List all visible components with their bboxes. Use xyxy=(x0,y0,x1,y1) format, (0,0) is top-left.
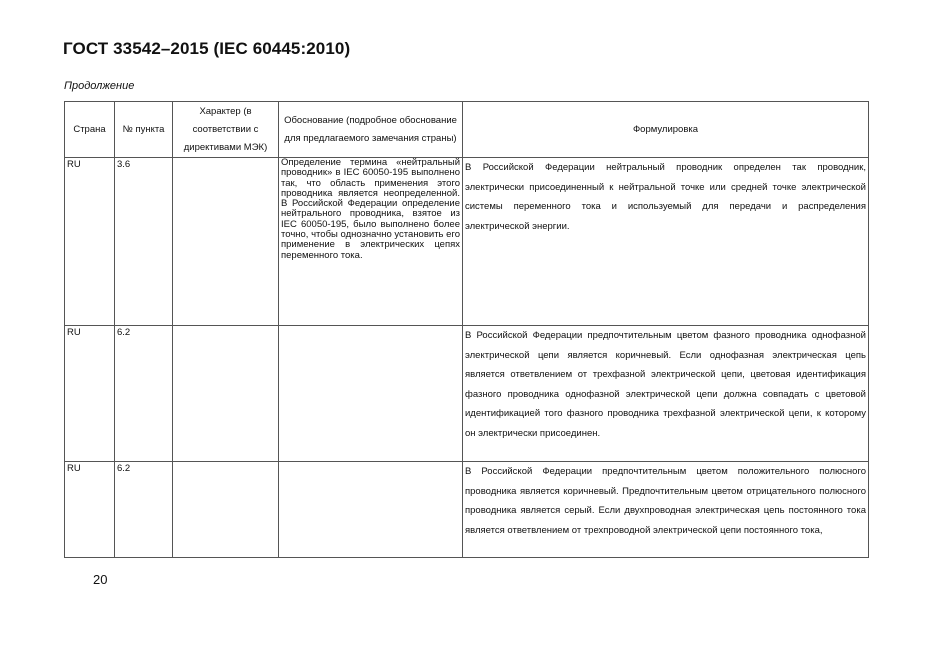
cell-justification xyxy=(279,462,463,558)
column-header-country: Страна xyxy=(65,102,115,158)
table-header-row xyxy=(65,102,869,158)
cell-character xyxy=(173,326,279,462)
cell-character xyxy=(173,158,279,326)
table-row xyxy=(65,462,869,558)
document-title: ГОСТ 33542–2015 (IEC 60445:2010) xyxy=(63,39,351,58)
cell-character xyxy=(173,462,279,558)
cell-country: RU xyxy=(65,158,115,326)
cell-justification xyxy=(279,326,463,462)
cell-clause: 3.6 xyxy=(115,158,173,326)
cell-clause: 6.2 xyxy=(115,326,173,462)
comments-table xyxy=(64,101,869,558)
cell-wording: В Российской Федерации нейтральный проводник определен так проводник, электрически присоединенный к нейтральной точке или средней точке электрической системы переменного тока и используемый для передачи и распределения электрической энергии. xyxy=(463,158,869,326)
cell-justification: Определение термина «нейтральный проводник» в IEC 60050-195 выполнено так, что область применения этого проводника является неопределенной. В Российской Федерации определение нейтрального проводника, взятое из IEC 60050-195, было выполнено более точно, чтобы однозначно установить его применение в электрических цепях переменного тока. xyxy=(279,158,463,326)
page-number: 20 xyxy=(93,572,108,587)
table-row xyxy=(65,326,869,462)
cell-country: RU xyxy=(65,326,115,462)
table-row xyxy=(65,158,869,326)
continuation-label: Продолжение xyxy=(64,80,135,92)
column-header-justification: Обоснование (подробное обоснование для предлагаемого замечания страны) xyxy=(279,102,463,158)
cell-country: RU xyxy=(65,462,115,558)
column-header-character: Характер (в соответствии с директивами МЭК) xyxy=(173,102,279,158)
column-header-clause: № пункта xyxy=(115,102,173,158)
column-header-wording: Формулировка xyxy=(463,102,869,158)
cell-wording: В Российской Федерации предпочтительным цветом фазного проводника однофазной электрической цепи является коричневый. Если однофазная электрическая цепь является ответвлением от трехфазной электрической цепи, цветовая идентификация фазного проводника однофазной электрической цепи должна совпадать с цветовой идентификацией того фазного проводника трехфазной электрической цепи, к которому он электрически присоединен. xyxy=(463,326,869,462)
cell-clause: 6.2 xyxy=(115,462,173,558)
cell-wording: В Российской Федерации предпочтительным цветом положительного полюсного проводника является коричневый. Предпочтительным цветом отрицательного полюсного проводника является серый. Если двухпроводная электрическая цепь постоянного тока является ответвлением от трехпроводной электрической цепи постоянного тока, xyxy=(463,462,869,558)
